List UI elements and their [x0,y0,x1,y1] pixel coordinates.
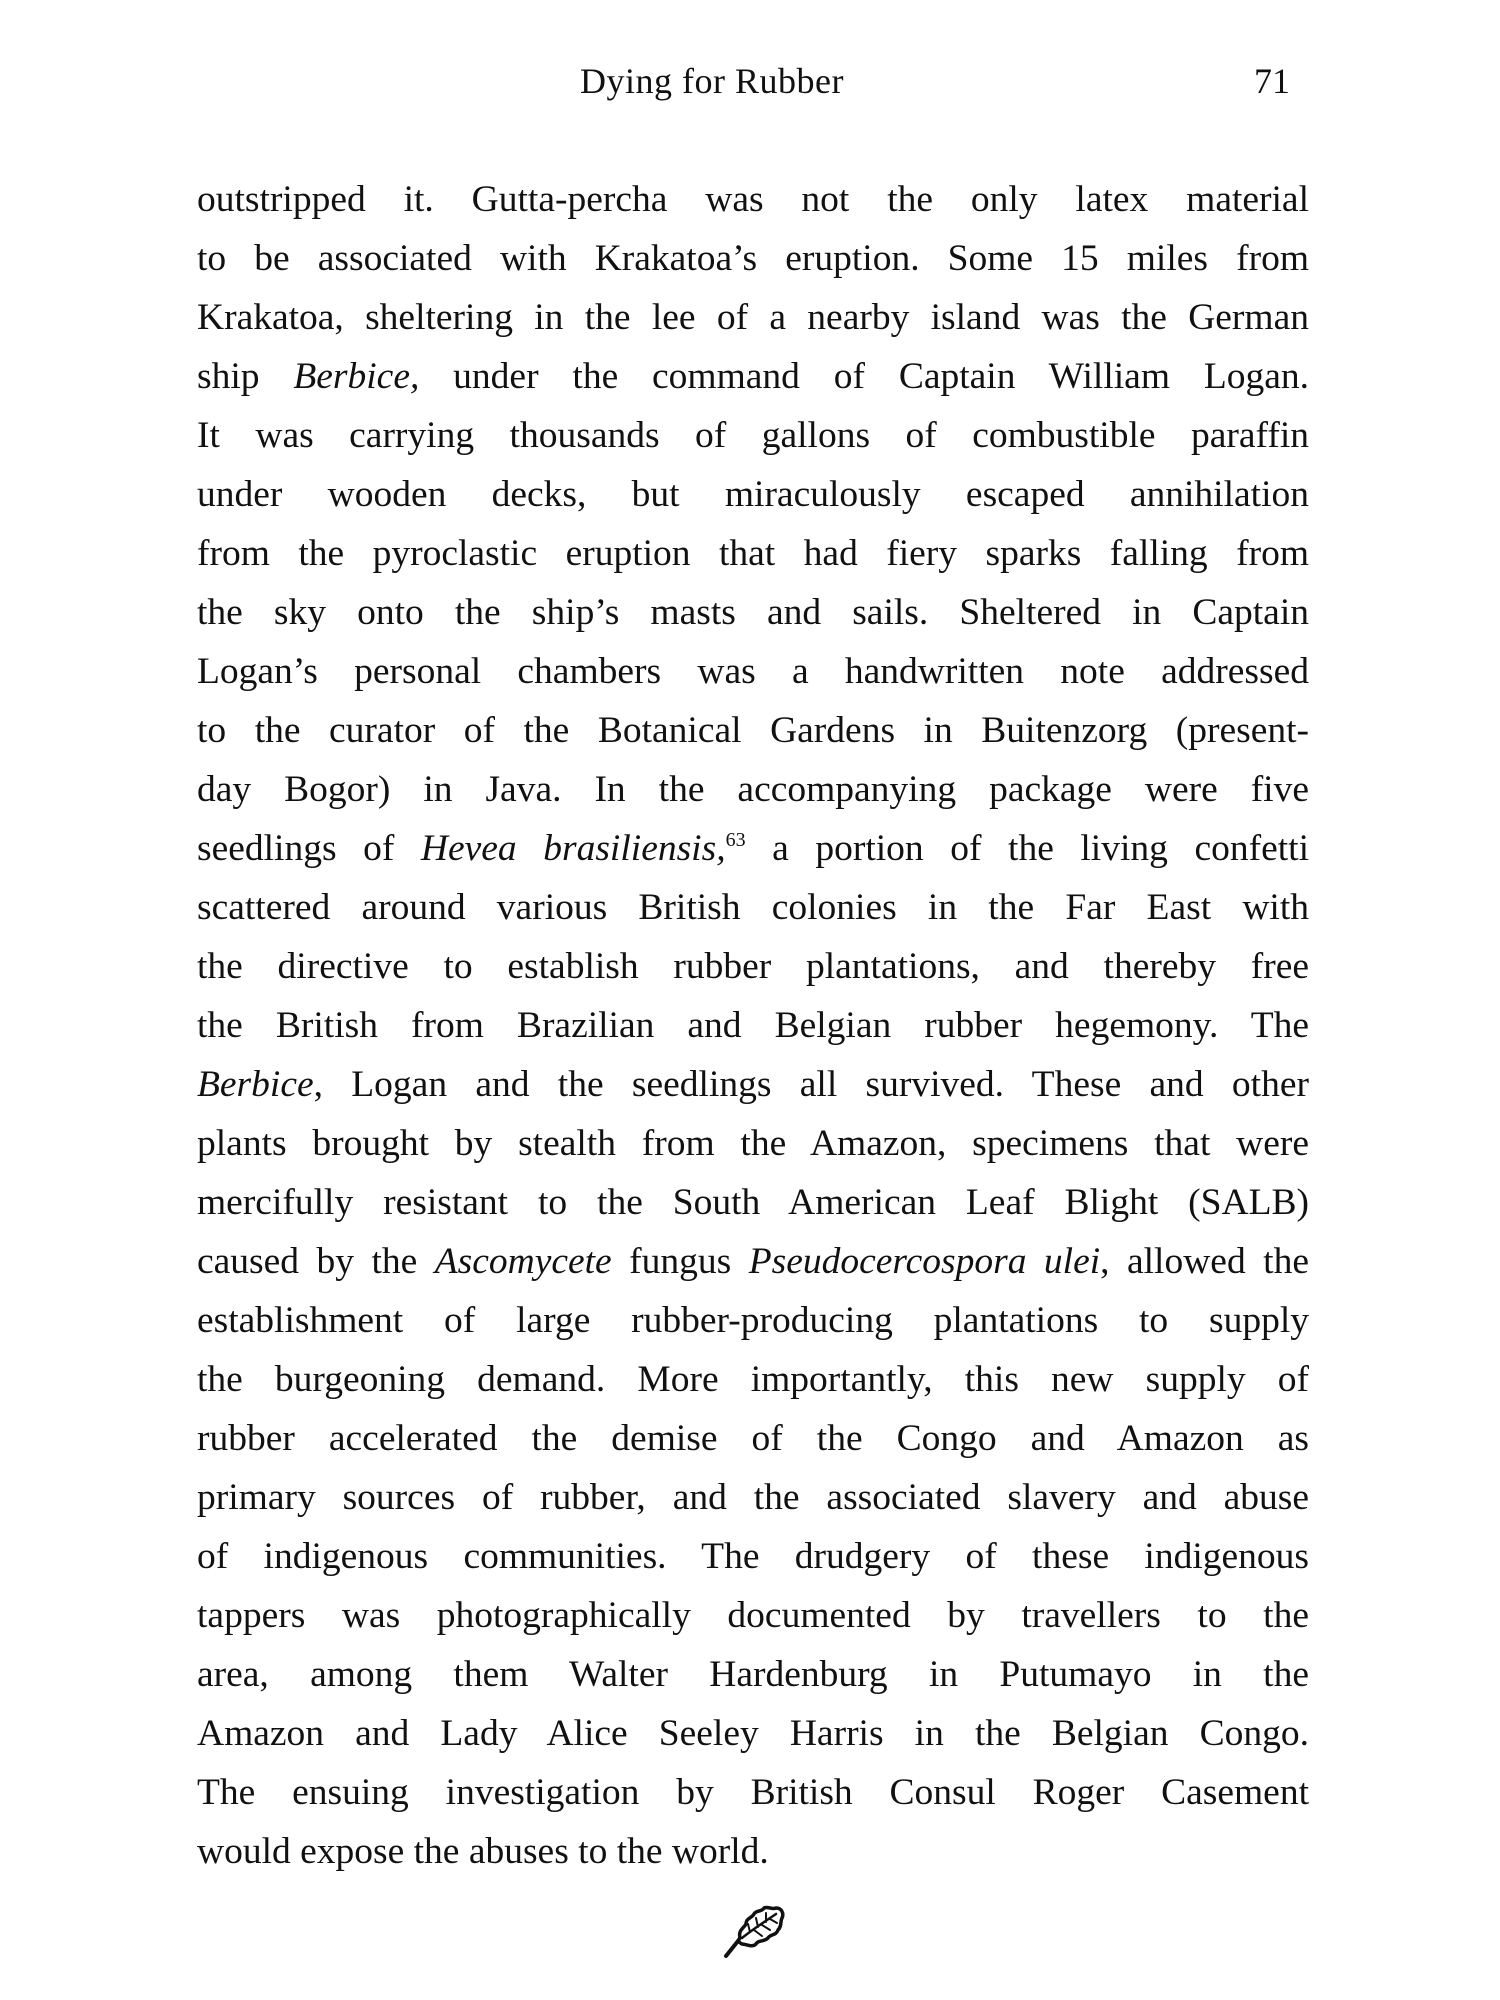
text-run: Logan’s personal chambers was a handwritten note addressed [197,651,1309,692]
text-line [197,1114,1309,1173]
text-run: under wooden decks, but miraculously escaped annihilation [197,474,1309,515]
leaf-icon [720,1900,790,1960]
text-run: caused by the [197,1241,435,1282]
text-line [197,1232,1309,1291]
text-run: seedlings of [197,828,421,869]
text-run: fungus [611,1241,749,1282]
text-run: plants brought by stealth from the Amazon, specimens that were [197,1123,1309,1164]
text-run: the burgeoning demand. More importantly, this new supply of [197,1359,1309,1400]
text-run: would expose the abuses to the world. [197,1831,769,1872]
text-line [197,1173,1309,1232]
text-line [197,1468,1309,1527]
italic-run: Pseudocercospora ulei [748,1241,1101,1282]
text-run: area, among them Walter Hardenburg in Putumayo in the [197,1654,1309,1695]
text-line [197,1763,1309,1822]
text-line [197,701,1309,760]
text-line [197,1350,1309,1409]
italic-run: Berbice, [293,356,420,397]
text-line [197,524,1309,583]
text-line [197,170,1309,229]
text-run: the directive to establish rubber plantations, and thereby free [197,946,1309,987]
text-run: the British from Brazilian and Belgian rubber hegemony. The [197,1005,1309,1046]
text-line [197,406,1309,465]
italic-run: Hevea brasiliensis, [420,828,726,869]
page-number: 71 [1254,61,1290,101]
text-run: tappers was photographically documented by travellers to the [197,1595,1309,1636]
italic-run: Berbice [197,1064,314,1105]
text-run: Krakatoa, sheltering in the lee of a nearby island was the German [197,297,1309,338]
text-line [197,642,1309,701]
text-run: scattered around various British colonies in the Far East with [197,887,1309,928]
text-line [197,347,1309,406]
text-run: day Bogor) in Java. In the accompanying package were five [197,769,1309,810]
text-run: outstripped it. Gutta-percha was not the only latex material [197,179,1309,220]
text-run: mercifully resistant to the South American Leaf Blight (SALB) [197,1182,1309,1223]
text-run: under the command of Captain William Logan. [419,356,1310,397]
footnote-ref: 63 [725,829,746,851]
text-line [197,583,1309,642]
text-line [197,1645,1309,1704]
text-run: a portion of the living confetti [745,828,1309,869]
running-title: Dying for Rubber [580,61,844,101]
text-run: from the pyroclastic eruption that had fiery sparks falling from [197,533,1309,574]
text-line [197,878,1309,937]
text-line [197,819,1309,878]
text-run: ship [197,356,294,397]
text-run: , Logan and the seedlings all survived. These and other [313,1064,1309,1105]
text-line [197,1291,1309,1350]
leaf-ornament-svg [720,1900,790,1960]
text-line [197,229,1309,288]
text-run: Amazon and Lady Alice Seeley Harris in the Belgian Congo. [197,1713,1309,1754]
text-line [197,760,1309,819]
text-line [197,1055,1309,1114]
italic-run: Ascomycete [434,1241,612,1282]
text-line [197,465,1309,524]
text-line [197,1409,1309,1468]
text-line [197,288,1309,347]
text-run: The ensuing investigation by British Consul Roger Casement [197,1772,1309,1813]
body-text [197,170,1309,1881]
text-line [197,996,1309,1055]
text-run: primary sources of rubber, and the associated slavery and abuse [197,1477,1309,1518]
text-run: of indigenous communities. The drudgery of these indigenous [197,1536,1309,1577]
text-line [197,1586,1309,1645]
text-line [197,1704,1309,1763]
text-run: establishment of large rubber-producing plantations to supply [197,1300,1309,1341]
text-run: to the curator of the Botanical Gardens in Buitenzorg (present- [197,710,1309,751]
text-line [197,937,1309,996]
text-run: to be associated with Krakatoa’s eruption. Some 15 miles from [197,238,1309,279]
text-run: rubber accelerated the demise of the Congo and Amazon as [197,1418,1309,1459]
text-line [197,1527,1309,1586]
text-line [197,1822,1309,1881]
text-run: the sky onto the ship’s masts and sails. Sheltered in Captain [197,592,1309,633]
text-run: , allowed the [1100,1241,1309,1282]
running-head [0,56,1500,106]
text-run: It was carrying thousands of gallons of combustible paraffin [197,415,1309,456]
